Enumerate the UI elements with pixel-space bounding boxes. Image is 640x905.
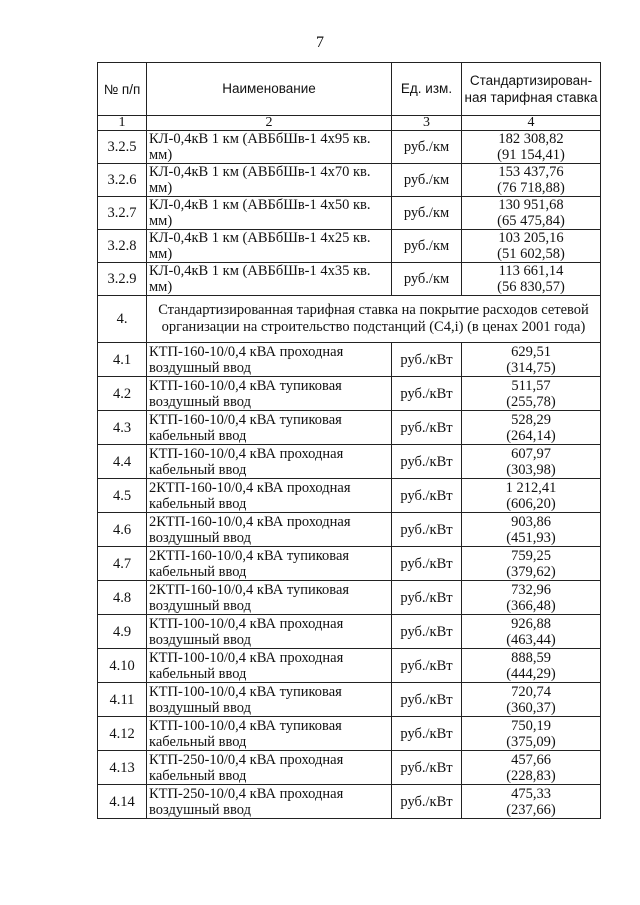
row-number: 3.2.5	[98, 131, 147, 164]
row-unit: руб./км	[392, 164, 462, 197]
row-unit: руб./км	[392, 230, 462, 263]
row-number: 4.9	[98, 615, 147, 649]
row-value: 113 661,14	[498, 263, 564, 279]
table-row	[98, 164, 601, 197]
section-row	[98, 296, 601, 343]
table-row	[98, 581, 601, 615]
row-name: КТП-100-10/0,4 кВА тупиковая кабельный ввод	[147, 717, 392, 751]
row-value: 759,25	[511, 547, 551, 564]
row-unit: руб./кВт	[392, 581, 462, 615]
row-value: 926,88	[511, 615, 551, 632]
row-unit: руб./кВт	[392, 445, 462, 479]
row-value-cell	[462, 717, 601, 751]
row-value-cell	[462, 377, 601, 411]
row-value-cell	[462, 581, 601, 615]
table-row	[98, 717, 601, 751]
row-value: 1 212,41	[505, 479, 557, 496]
table-row	[98, 263, 601, 296]
row-number: 4.4	[98, 445, 147, 479]
row-value-secondary: (379,62)	[506, 563, 556, 580]
row-number: 4.7	[98, 547, 147, 581]
row-value: 750,19	[511, 717, 551, 734]
column-number: 4	[462, 116, 601, 131]
row-number: 4.1	[98, 343, 147, 377]
row-value-cell	[462, 263, 601, 296]
row-number: 3.2.6	[98, 164, 147, 197]
table-row	[98, 197, 601, 230]
column-number: 3	[392, 116, 462, 131]
row-value-cell	[462, 479, 601, 513]
row-value: 475,33	[511, 785, 551, 802]
row-number: 4.8	[98, 581, 147, 615]
row-value-secondary: (444,29)	[506, 665, 556, 682]
row-name: 2КТП-160-10/0,4 кВА тупиковая кабельный ввод	[147, 547, 392, 581]
row-name: КЛ-0,4кВ 1 км (АВБбШв-1 4х25 кв. мм)	[147, 230, 392, 263]
header-name: Наименование	[147, 63, 392, 116]
table-row	[98, 649, 601, 683]
row-value-secondary: (91 154,41)	[497, 147, 565, 163]
header-rate: Стандартизирован-ная тарифная ставка	[462, 63, 601, 116]
row-value: 720,74	[511, 683, 551, 700]
row-number: 4.12	[98, 717, 147, 751]
row-unit: руб./кВт	[392, 411, 462, 445]
row-number: 4.3	[98, 411, 147, 445]
row-value-cell	[462, 411, 601, 445]
row-value-secondary: (463,44)	[506, 631, 556, 648]
row-value-cell	[462, 164, 601, 197]
row-number: 4.5	[98, 479, 147, 513]
row-value-cell	[462, 197, 601, 230]
row-name: КТП-160-10/0,4 кВА проходная воздушный ввод	[147, 343, 392, 377]
header-number: № п/п	[98, 63, 147, 116]
table-row	[98, 411, 601, 445]
page-number: 7	[316, 34, 324, 51]
row-value-secondary: (65 475,84)	[497, 213, 565, 229]
row-unit: руб./кВт	[392, 649, 462, 683]
row-number: 4.14	[98, 785, 147, 819]
row-value-secondary: (56 830,57)	[497, 279, 565, 295]
row-value-cell	[462, 131, 601, 164]
row-value-secondary: (314,75)	[506, 359, 556, 376]
row-value: 528,29	[511, 411, 551, 428]
row-value-cell	[462, 649, 601, 683]
row-unit: руб./кВт	[392, 479, 462, 513]
row-value-cell	[462, 683, 601, 717]
row-number: 3.2.8	[98, 230, 147, 263]
row-value: 732,96	[511, 581, 551, 598]
table-row	[98, 683, 601, 717]
row-unit: руб./кВт	[392, 785, 462, 819]
row-name: КТП-250-10/0,4 кВА проходная воздушный ввод	[147, 785, 392, 819]
row-unit: руб./кВт	[392, 615, 462, 649]
row-unit: руб./кВт	[392, 751, 462, 785]
row-name: КТП-250-10/0,4 кВА проходная кабельный ввод	[147, 751, 392, 785]
row-value-secondary: (360,37)	[506, 699, 556, 716]
row-value: 511,57	[511, 377, 551, 394]
table-header-row	[98, 63, 601, 116]
table-row	[98, 230, 601, 263]
column-numbers-row	[98, 116, 601, 131]
row-value-secondary: (366,48)	[506, 597, 556, 614]
row-name: КЛ-0,4кВ 1 км (АВБбШв-1 4х50 кв. мм)	[147, 197, 392, 230]
row-value-cell	[462, 615, 601, 649]
substation-rows	[98, 343, 601, 819]
row-value-secondary: (451,93)	[506, 529, 556, 546]
row-value-cell	[462, 785, 601, 819]
row-unit: руб./кВт	[392, 717, 462, 751]
row-value-cell	[462, 445, 601, 479]
row-name: КЛ-0,4кВ 1 км (АВБбШв-1 4х35 кв. мм)	[147, 263, 392, 296]
row-name: КЛ-0,4кВ 1 км (АВБбШв-1 4х70 кв. мм)	[147, 164, 392, 197]
row-unit: руб./кВт	[392, 547, 462, 581]
cable-rows	[98, 131, 601, 296]
table-row	[98, 131, 601, 164]
row-name: КТП-160-10/0,4 кВА тупиковая кабельный ввод	[147, 411, 392, 445]
row-value-secondary: (51 602,58)	[497, 246, 565, 262]
table-row	[98, 615, 601, 649]
row-number: 4.10	[98, 649, 147, 683]
table-row	[98, 751, 601, 785]
table-row	[98, 513, 601, 547]
row-value: 103 205,16	[498, 230, 564, 246]
table-row	[98, 343, 601, 377]
table-row	[98, 377, 601, 411]
column-number: 1	[98, 116, 147, 131]
row-value-secondary: (76 718,88)	[497, 180, 565, 196]
row-unit: руб./км	[392, 131, 462, 164]
section-title: Стандартизированная тарифная ставка на покрытие расходов сетевой организации на строительство подстанций (С4,i) (в ценах 2001 года)	[147, 296, 601, 343]
row-value-cell	[462, 343, 601, 377]
row-name: КТП-100-10/0,4 кВА проходная кабельный ввод	[147, 649, 392, 683]
header-unit: Ед. изм.	[392, 63, 462, 116]
row-name: КТП-160-10/0,4 кВА тупиковая воздушный ввод	[147, 377, 392, 411]
row-value: 153 437,76	[498, 164, 564, 180]
row-value-cell	[462, 751, 601, 785]
row-name: 2КТП-160-10/0,4 кВА проходная воздушный ввод	[147, 513, 392, 547]
row-unit: руб./кВт	[392, 343, 462, 377]
row-value: 607,97	[511, 445, 551, 462]
row-value: 888,59	[511, 649, 551, 666]
row-value-cell	[462, 513, 601, 547]
row-value: 629,51	[511, 343, 551, 360]
row-name: КТП-100-10/0,4 кВА проходная воздушный ввод	[147, 615, 392, 649]
row-name: 2КТП-160-10/0,4 кВА проходная кабельный ввод	[147, 479, 392, 513]
row-number: 4.2	[98, 377, 147, 411]
row-unit: руб./км	[392, 197, 462, 230]
row-value: 182 308,82	[498, 131, 564, 147]
row-unit: руб./кВт	[392, 683, 462, 717]
column-number: 2	[147, 116, 392, 131]
row-number: 4.13	[98, 751, 147, 785]
table-row	[98, 785, 601, 819]
table-row	[98, 445, 601, 479]
row-unit: руб./кВт	[392, 377, 462, 411]
row-name: КТП-160-10/0,4 кВА проходная кабельный ввод	[147, 445, 392, 479]
row-number: 3.2.7	[98, 197, 147, 230]
row-value-secondary: (264,14)	[506, 427, 556, 444]
section-number: 4.	[98, 296, 147, 343]
row-value: 457,66	[511, 751, 551, 768]
section-block	[98, 296, 601, 343]
table-row	[98, 479, 601, 513]
row-value: 130 951,68	[498, 197, 564, 213]
row-value: 903,86	[511, 513, 551, 530]
table-row	[98, 547, 601, 581]
row-value-secondary: (303,98)	[506, 461, 556, 478]
row-name: 2КТП-160-10/0,4 кВА тупиковая воздушный ввод	[147, 581, 392, 615]
row-value-secondary: (375,09)	[506, 733, 556, 750]
row-unit: руб./кВт	[392, 513, 462, 547]
row-value-secondary: (237,66)	[506, 801, 556, 818]
row-value-cell	[462, 547, 601, 581]
row-name: КТП-100-10/0,4 кВА тупиковая воздушный ввод	[147, 683, 392, 717]
row-unit: руб./км	[392, 263, 462, 296]
tariff-table	[97, 62, 601, 819]
row-number: 3.2.9	[98, 263, 147, 296]
row-number: 4.11	[98, 683, 147, 717]
row-value-secondary: (255,78)	[506, 393, 556, 410]
row-name: КЛ-0,4кВ 1 км (АВБбШв-1 4х95 кв. мм)	[147, 131, 392, 164]
row-number: 4.6	[98, 513, 147, 547]
row-value-secondary: (228,83)	[506, 767, 556, 784]
row-value-cell	[462, 230, 601, 263]
row-value-secondary: (606,20)	[506, 495, 556, 512]
